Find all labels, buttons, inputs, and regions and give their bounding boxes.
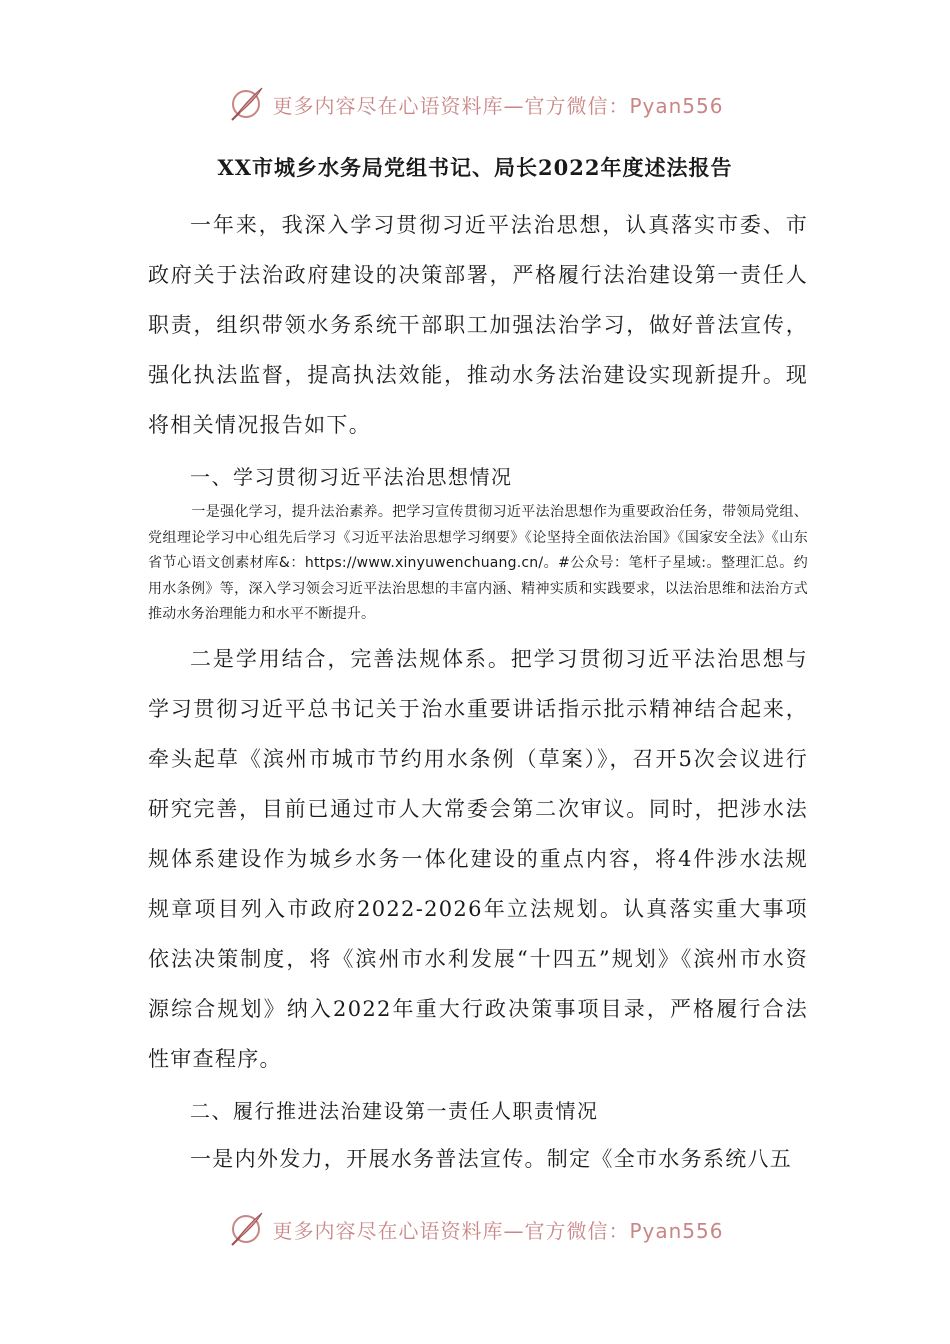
banner-text: 更多内容尽在心语资料库—官方微信：Pyan556 — [272, 1218, 724, 1243]
banner-text: 更多内容尽在心语资料库—官方微信：Pyan556 — [272, 93, 724, 118]
quill-pen-logo — [226, 84, 266, 124]
footer-banner — [0, 1209, 950, 1249]
paragraph-study: 一是强化学习，提升法治素养。把学习宣传贯彻习近平法治思想作为重要政治任务，带领局党组、党组理论学习中心组先后学习《习近平法治思想学习纲要》《论坚持全面依法治国》《国家安全法》《山东省节心语文创素材库&：https://www.xinyuwenchuang.cn/。#公众号：笔杆子星域:。整理汇总。约用水条例》等，深入学习领会习近平法治思想的丰富内涵、精神实质和实践要求，以法治思维和法治方式推动水务治理能力和水平不断提升。 — [148, 504, 808, 622]
document-body — [148, 200, 808, 1184]
header-banner — [0, 84, 950, 124]
quill-pen-logo — [226, 1209, 266, 1249]
paragraph-publicity: 一是内外发力，开展水务普法宣传。制定《全市水务系统八五 — [190, 1146, 793, 1171]
document-title: XX市城乡水务局党组书记、局长2022年度述法报告 — [217, 155, 733, 180]
section-heading-1: 一、学习贯彻习近平法治思想情况 — [190, 465, 513, 489]
intro-paragraph: 一年来，我深入学习贯彻习近平法治思想，认真落实市委、市政府关于法治政府建设的决策部署，严格履行法治建设第一责任人职责，组织带领水务系统干部职工加强法治学习，做好普法宣传，强化执法监督，提高执法效能，推动水务法治建设实现新提升。现将相关情况报告如下。 — [148, 213, 808, 437]
paragraph-regulations: 二是学用结合，完善法规体系。把学习贯彻习近平法治思想与学习贯彻习近平总书记关于治水重要讲话指示批示精神结合起来，牵头起草《滨州市城市节约用水条例（草案）》，召开5次会议进行研究完善，目前已通过市人大常委会第二次审议。同时，把涉水法规体系建设作为城乡水务一体化建设的重点内容，将4件涉水法规规章项目列入市政府2022-2026年立法规划。认真落实重大事项依法决策制度，将《滨州市水利发展“十四五”规划》《滨州市水资源综合规划》纳入2022年重大行政决策事项目录，严格履行合法性审查程序。 — [148, 646, 808, 1071]
section-heading-2: 二、履行推进法治建设第一责任人职责情况 — [190, 1098, 599, 1123]
